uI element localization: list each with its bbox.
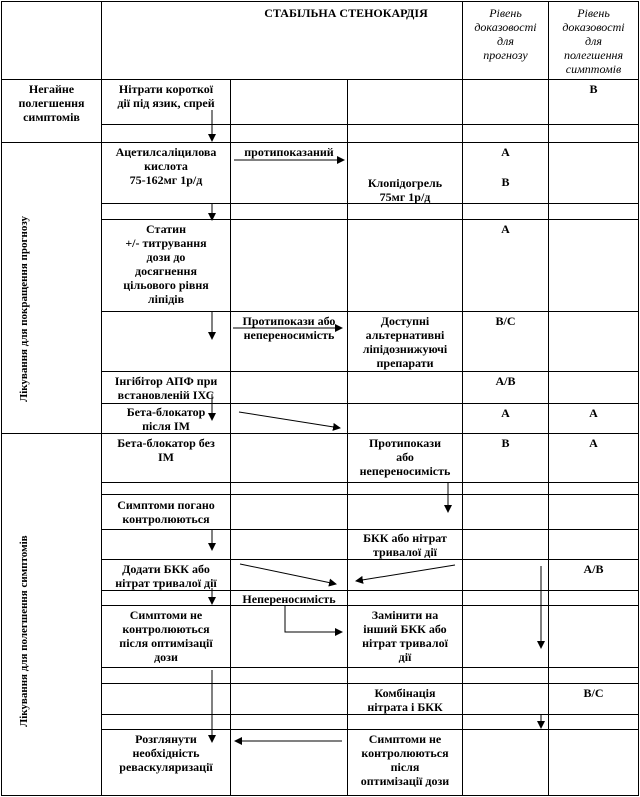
evidence-bb-mi-symptoms: A [589,406,598,420]
label-statin-contra: Протипокази або непереносимість [242,314,336,342]
step-alternative-lipid: Доступні альтернативні ліпідознижуючі препарати [362,314,448,370]
step-combination: Комбінація нітрата і БКК [367,686,443,714]
evidence-alt-lipid-prognosis: B/C [495,314,516,328]
section-prognosis: Лікування для покращення прогнозу [18,215,30,402]
step-short-acting-nitrates: Нітрати короткої дії під язик, спрей [117,82,215,110]
step-symptoms-poorly-controlled: Симптоми погано контролюються [117,498,215,526]
label-contraindicated: протипоказаний [244,145,334,159]
table-title: СТАБІЛЬНА СТЕНОКАРДІЯ [264,6,428,20]
evidence-bb-nomi-prognosis: B [501,436,510,450]
step-replace-ccb: Замінити на інший БКК або нітрат тривалої дії [362,608,448,664]
step-not-controlled-opt-2: Симптоми не контролюються після оптимізації дози [360,732,450,788]
section-symptom-relief: Лікування для полегшення симптомів [18,535,30,727]
step-ccb-or-long-nitrate: БКК або нітрат тривалої дії [363,531,447,559]
label-intolerance: Непереносимість [242,592,336,606]
evidence-add-ccb-symptoms: A/B [583,562,604,576]
step-statin: Статин +/- титрування дози до досягнення цільового рівня ліпідів [123,222,209,306]
evidence-prognosis-header: Рівень доказовості для прогнозу [474,6,537,62]
step-add-ccb: Додати БКК або нітрат тривалої дії [115,562,217,590]
evidence-symptoms-header: Рівень доказовості для полегшення симптомів [562,6,625,76]
label-bb-contra: Протипокази або непереносимість [359,436,451,478]
step-aspirin: Ацетилсаліцилова кислота 75-162мг 1р/д [115,145,217,187]
section-immediate-relief: Негайне полегшення симптомів [18,82,85,124]
evidence-ace-prognosis: A/B [495,374,516,388]
step-beta-blocker-post-mi: Бета-блокатор після ІМ [126,405,206,433]
step-ace-inhibitor: Інгібітор АПФ при встановленій ІХС [114,374,218,402]
step-revascularization: Розглянути необхідність реваскуляризації [119,732,213,774]
step-not-controlled-opt: Симптоми не контролюються після оптимізації дози [119,608,213,664]
evidence-aspirin-prognosis: A [501,145,510,159]
evidence-clopidogrel-prognosis: B [501,175,510,189]
step-clopidogrel: Клопідогрель 75мг 1р/д [367,176,443,204]
evidence-nitrates-symptoms: B [589,82,598,96]
evidence-bb-nomi-symptoms: A [589,436,598,450]
step-beta-blocker-no-mi: Бета-блокатор без ІМ [117,436,215,464]
evidence-bb-mi-prognosis: A [501,406,510,420]
evidence-statin-prognosis: A [501,222,510,236]
evidence-combo-symptoms: B/C [583,686,604,700]
